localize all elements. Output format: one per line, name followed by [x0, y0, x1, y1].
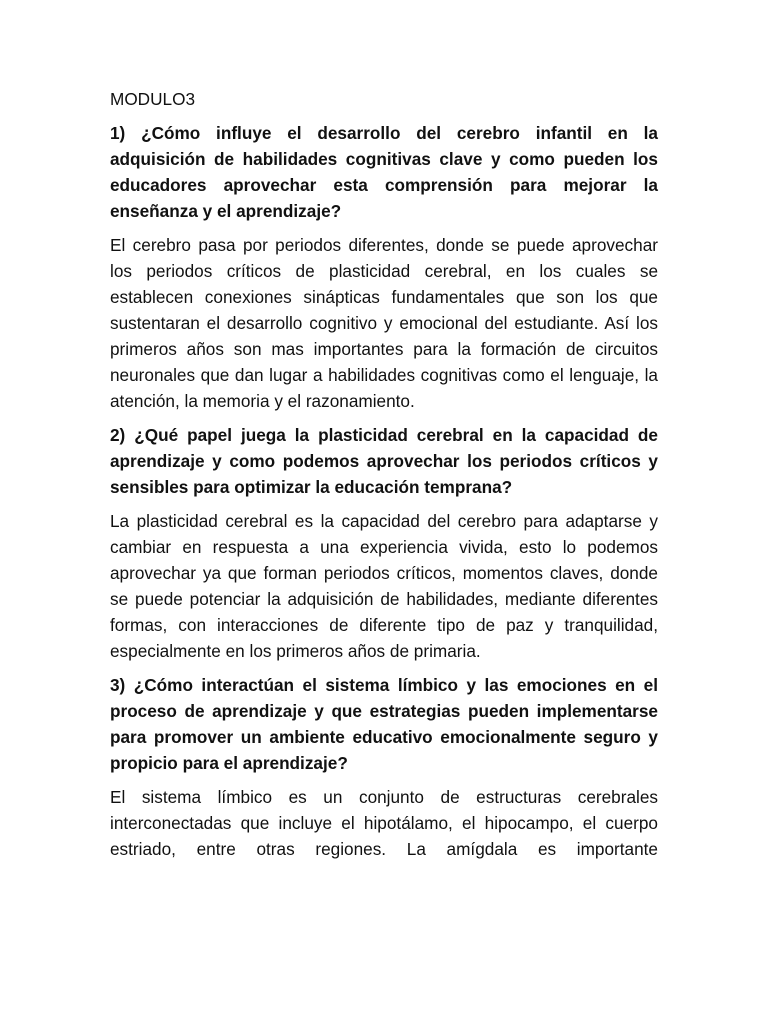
question-2: 2) ¿Qué papel juega la plasticidad cerebral en la capacidad de aprendizaje y como podemos aprovechar los periodos críticos y sensibles para optimizar la educación temprana? — [110, 425, 658, 497]
answer-2: La plasticidad cerebral es la capacidad del cerebro para adaptarse y cambiar en respuesta a una experiencia vivida, esto lo podemos aprovechar ya que forman periodos críticos, momentos claves, donde se puede potenciar la adquisición de habilidades, mediante diferentes formas, con interacciones de diferente tipo de paz y tranquilidad, especialmente en los primeros años de primaria. — [110, 511, 658, 661]
document-page — [110, 86, 658, 870]
question-1: 1) ¿Cómo influye el desarrollo del cerebro infantil en la adquisición de habilidades cognitivas clave y como pueden los educadores aprovechar esta comprensión para mejorar la enseñanza y el aprendizaje? — [110, 123, 658, 221]
answer-3: El sistema límbico es un conjunto de estructuras cerebrales interconectadas que incluye el hipotálamo, el hipocampo, el cuerpo estriado, entre otras regiones. La amígdala es importante — [110, 787, 658, 859]
module-title: MODULO3 — [110, 89, 195, 109]
question-3: 3) ¿Cómo interactúan el sistema límbico y las emociones en el proceso de aprendizaje y que estrategias pueden implementarse para promover un ambiente educativo emocionalmente seguro y propicio para el aprendizaje? — [110, 675, 658, 773]
answer-1: El cerebro pasa por periodos diferentes, donde se puede aprovechar los periodos críticos de plasticidad cerebral, en los cuales se establecen conexiones sinápticas fundamentales que son los que sustentaran el desarrollo cognitivo y emocional del estudiante. Así los primeros años son mas importantes para la formación de circuitos neuronales que dan lugar a habilidades cognitivas como el lenguaje, la atención, la memoria y el razonamiento. — [110, 235, 658, 411]
